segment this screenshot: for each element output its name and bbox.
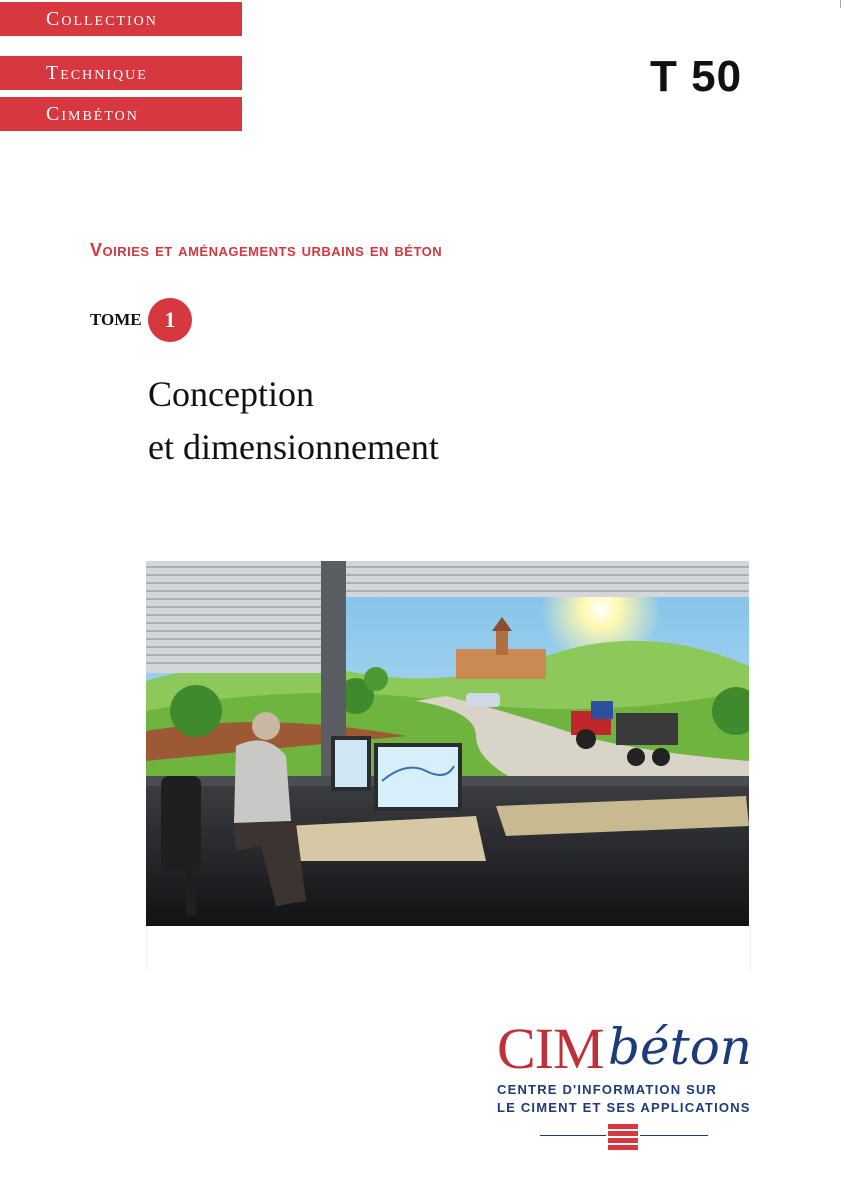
- title-line-2: et dimensionnement: [148, 427, 439, 467]
- logo-tagline-2: LE CIMENT ET SES APPLICATIONS: [497, 1100, 751, 1115]
- office-landscape-illustration: [146, 561, 749, 926]
- logo-bars-icon: [608, 1124, 638, 1152]
- collection-band-1: Collection: [0, 2, 242, 36]
- collection-band-2: Technique: [0, 56, 242, 90]
- logo-rule-right: [640, 1135, 708, 1136]
- series-title: Voiries et aménagements urbains en béton: [90, 240, 443, 260]
- title-line-1: Conception: [148, 374, 314, 414]
- crop-mark: [840, 0, 841, 8]
- collection-band-3: Cimbéton: [0, 97, 242, 131]
- illustration-border: [146, 926, 751, 970]
- logo-tagline-1: CENTRE D'INFORMATION SUR: [497, 1082, 718, 1097]
- logo-rule-left: [540, 1135, 606, 1136]
- document-code: T 50: [650, 52, 743, 101]
- logo-beton: béton: [608, 1018, 752, 1076]
- logo-cim: CIM: [497, 1016, 604, 1081]
- tome-label: TOME: [90, 310, 142, 329]
- tome-number-badge: 1: [148, 298, 192, 342]
